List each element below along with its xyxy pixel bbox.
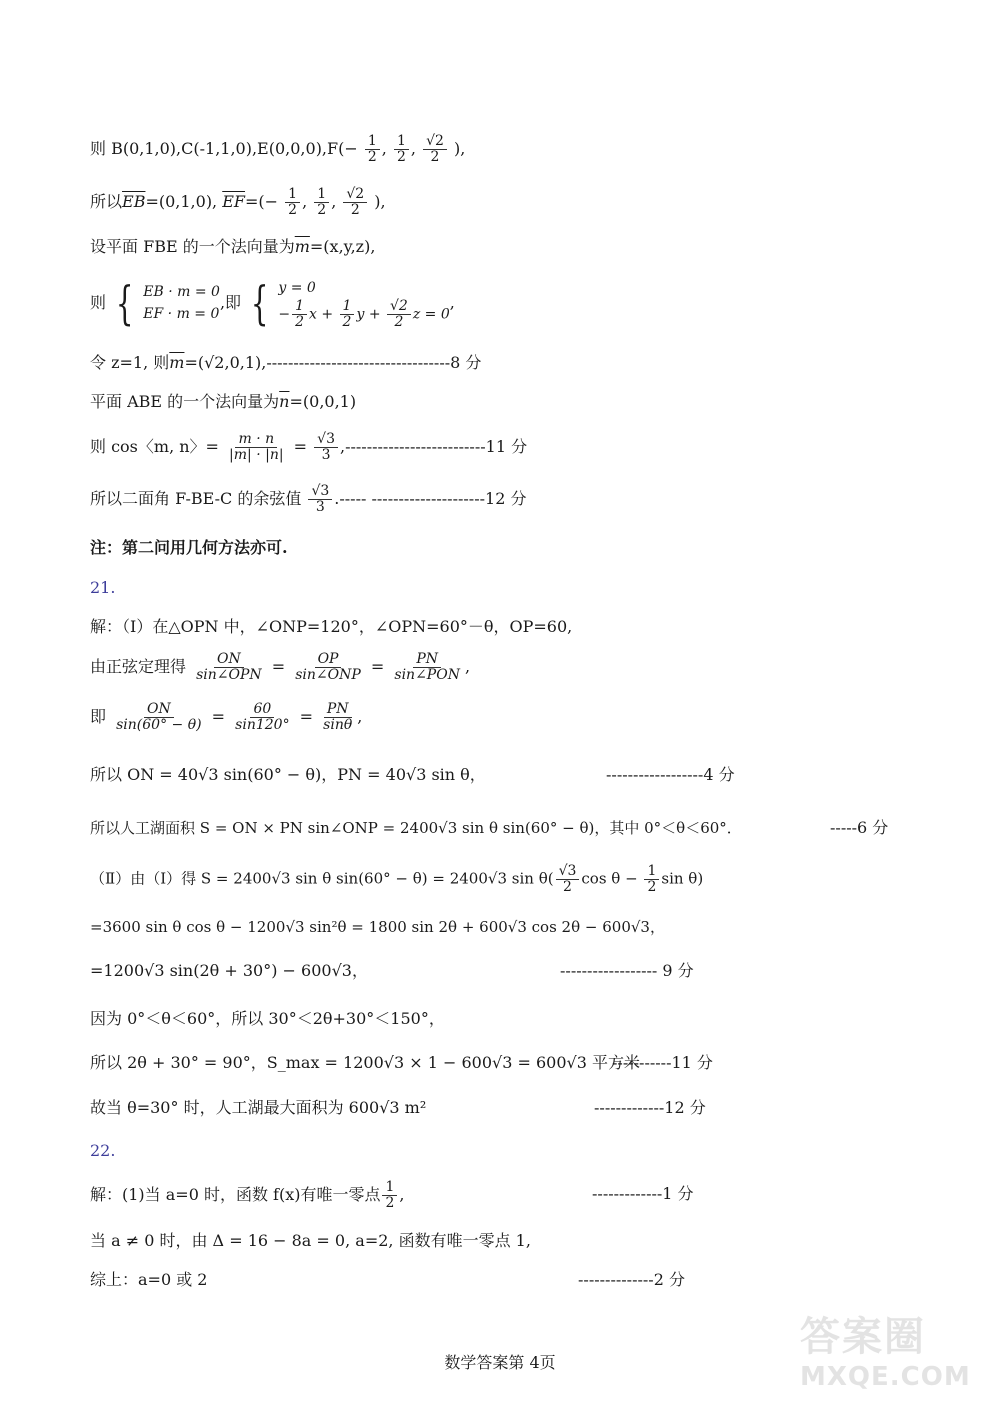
fraction: $\frac{1}{2}$ [644,864,659,895]
question-number-21: 21. [90,578,116,597]
fraction: $\frac{1}{2}$ [365,134,380,165]
summary-line: 综上：a=0 或 2 [90,1270,208,1289]
solution-line: 解：（Ⅰ）在△OPN 中，∠ONP=120°，∠OPN=60°－θ，OP=60, [90,617,573,636]
fraction: $\frac{√3}{3}$ [314,432,338,463]
max-line: 所以 2θ + 30° = 90°，S_max = 1200√3 × 1 − 600√3 = 600√3 平方米 [90,1053,640,1072]
score-mark: ------------------4 分 [606,765,735,784]
fraction: $\frac{ON}{\sin(60^\circ - \theta)}$ [116,701,202,733]
plane-abe-line: 平面 ABE 的一个法向量为$\overline{n}=(0,0,1)$ [90,392,357,411]
cosine-line: 则 cos〈m, n〉= $\frac{m \cdot n}{|m| \cdot |n|}$ = $\frac{√3}{3}$ ,--------------------------11 分 [90,431,528,463]
score-mark: -------------1 分 [592,1184,694,1203]
fraction: $\frac{ON}{\text{sin∠OPN}}$ [196,651,262,683]
discriminant-line: 当 a ≠ 0 时，由 Δ = 16 − 8a = 0, a=2, 函数有唯一零点 1, [90,1231,531,1250]
note-text: 注：第二问用几何方法亦可. [90,538,288,557]
fraction: $\frac{m \cdot n}{|m| \cdot |n|}$ [229,431,284,463]
fraction: $\frac{PN}{\text{sin∠PON}}$ [394,651,460,683]
conclusion-line: 故当 θ=30° 时，人工湖最大面积为 600√3 m² [90,1098,427,1117]
fraction: $\frac{1}{2}$ [285,187,300,218]
page-footer: 数学答案第 4页 [444,1353,556,1372]
zero-point-line: 解：(1)当 a=0 时，函数 f(x)有唯一零点 $\frac{1}{2}$ , [90,1179,405,1211]
score-mark: -----6 分 [830,818,889,837]
fraction: $\frac{√2}{2}$ [343,187,367,218]
score-mark: -------------12 分 [594,1098,706,1117]
normal-vector-line: 设平面 FBE 的一个法向量为$\overline{m}=(x,y,z)$, [90,237,376,256]
vector-ef: $\overline{EF}$ [222,192,246,211]
watermark-logo: 答案圈 MXQE.COM [800,1314,971,1392]
sine-law-line: 由正弦定理得 $\frac{ON}{\text{sin∠OPN}}$ = $\frac{OP}{\text{sin∠ONP}}$ = $\frac{PN}{\text{sin∠PON}}$ , [90,651,471,683]
fraction: $\frac{OP}{\text{sin∠ONP}}$ [295,651,361,683]
coords-line: 则 B(0,1,0),C(-1,1,0),E(0,0,0),F(− $\frac{1}{2}$ , $\frac{1}{2}$ , $\frac{√2}{2}$ ), [90,133,466,165]
vector-eb: $\overline{EB}$ [122,192,146,211]
score-mark: ------------------ 9 分 [560,961,694,980]
fraction: $\frac{PN}{\sin\theta}$ [323,701,353,733]
vectors-line: 所以$\overline{EB}=(0,1,0)$, $\overline{EF}=(-$ $\frac{1}{2}$ , $\frac{1}{2}$ , $\frac{√2}{2}$ ), [90,186,386,218]
fraction: $\frac{1}{2}$ [394,134,409,165]
fraction: $\frac{√3}{3}$ [308,484,332,515]
fraction: $\frac{1}{2}$ [382,1180,397,1211]
equation-system-2: { y = 0 − $\frac{1}{2}$ x + $\frac{1}{2}$ y + $\frac{√2}{2}$ z = 0 [250,276,450,330]
equation-system-1: { EB · m = 0 EF · m = 0 [115,276,220,330]
fraction: $\frac{1}{2}$ [314,187,329,218]
set-z-line: 令 z=1, 则$\overline{m}=(√2,0,1),----------------------------------8$ 分 [90,353,482,372]
on-pn-line: 所以 ON = 40√3 sin(60° − θ)，PN = 40√3 sin θ， [90,765,486,784]
sine-law-values-line: 即 $\frac{ON}{\sin(60^\circ - \theta)}$ = $\frac{60}{\sin 120^\circ}$ = $\frac{PN}{\sin\theta}$ , [90,701,363,733]
score-mark: --------------2 分 [578,1270,685,1289]
range-line: 因为 0°＜θ＜60°，所以 30°＜2θ+30°＜150°， [90,1009,445,1028]
dihedral-angle-line: 所以二面角 F-BE-C 的余弦值 $\frac{√3}{3}$ .----- ---------------------12 分 [90,483,527,515]
area-line: 所以人工湖面积 S = ON × PN sin∠ONP = 2400√3 sin θ sin(60° − θ)，其中 0°＜θ＜60°． [90,819,742,837]
simplified-line: =1200√3 sin(2θ + 30°) − 600√3， [90,961,368,980]
fraction: $\frac{√2}{2}$ [423,134,447,165]
part2-line: （Ⅱ）由（Ⅰ）得 S = 2400√3 sin θ sin(60° − θ) = 2400√3 sin θ( $\frac{√3}{2}$ cos θ − $\frac{1}{2}$ sin θ) [90,863,704,895]
question-number-22: 22. [90,1141,116,1160]
fraction: $\frac{60}{\sin 120^\circ}$ [235,701,290,733]
coords-text: 则 B(0,1,0),C(-1,1,0),E(0,0,0),F(− [90,139,358,158]
expansion-line: =3600 sin θ cos θ − 1200√3 sin²θ = 1800 sin 2θ + 600√3 cos 2θ − 600√3， [90,918,665,936]
equation-system-line: 则 { EB · m = 0 EF · m = 0 ,即 { y = 0 − $\frac{1}{2}$ x + $\frac{1}{2}$ y + $\frac{√2}{2}$ z = 0 , [90,276,455,330]
score-mark: -----------11 分 [612,1053,713,1072]
fraction: $\frac{√3}{2}$ [556,864,580,895]
